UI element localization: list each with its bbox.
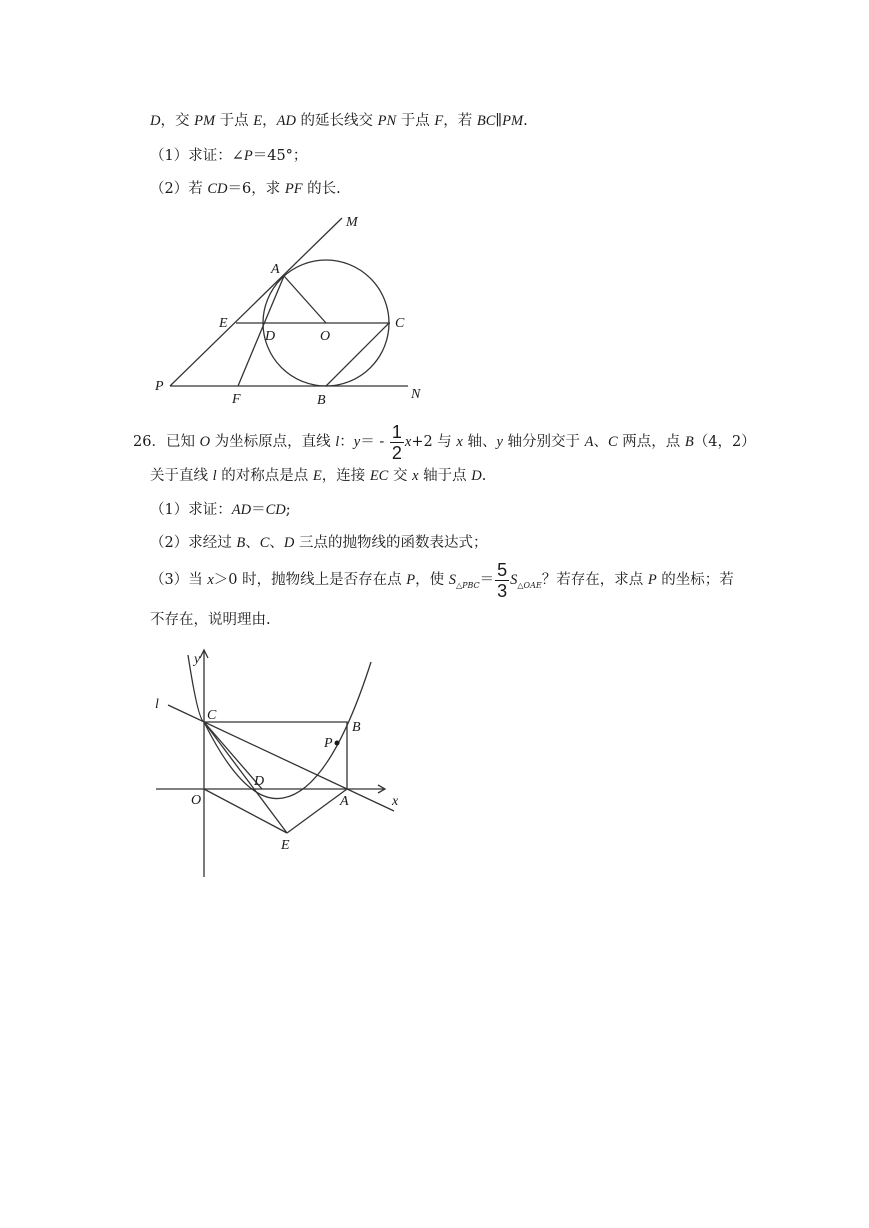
line-pm xyxy=(170,218,342,386)
label-e: E xyxy=(219,316,228,331)
label-b: B xyxy=(317,393,326,408)
q26-part2: （2）求经过 B、C、D 三点的抛物线的函数表达式； xyxy=(150,535,488,551)
q26-part3: （3）当 x＞0 时，抛物线上是否存在点 P，使 $S_{\triangle PBC}=$ $\frac{5}{3}$ $S_{\triangle OAE}$？若存在，求点 P 的坐标；若 xyxy=(150,559,734,601)
segment-af xyxy=(238,276,284,386)
label-c: C xyxy=(207,708,217,723)
circle-o xyxy=(263,260,389,386)
label-n: N xyxy=(411,387,421,402)
q25-line1: D，交 PM 于点 E，AD 的延长线交 PN 于点 F，若 BC∥PM. xyxy=(150,113,528,129)
segment-bc xyxy=(326,323,389,386)
fraction-one-half: $\frac{1}{2}$ xyxy=(391,421,402,463)
x-axis-arrow xyxy=(378,785,385,793)
label-a: A xyxy=(271,262,280,277)
label-o: O xyxy=(191,793,202,808)
q26-line-last: 不存在，说明理由. xyxy=(150,612,271,628)
label-c: C xyxy=(395,316,405,331)
line-l xyxy=(168,705,394,811)
label-m: M xyxy=(346,215,358,230)
label-x: x xyxy=(392,794,399,809)
label-p: P xyxy=(155,379,164,394)
segment-ca-diagonal xyxy=(204,722,265,789)
label-b: B xyxy=(352,720,361,735)
q26-line2: 关于直线 l 的对称点是点 E，连接 EC 交 x 轴于点 D. xyxy=(150,468,487,484)
q26-line1: 26．已知 O 为坐标原点，直线 l：y＝ - $\frac{1}{2}$ x+2 与 x 轴、y 轴分别交于 A、C 两点，点 B（4，2） xyxy=(133,421,756,463)
parabola xyxy=(188,655,371,799)
segment-oe xyxy=(204,789,287,833)
label-f: F xyxy=(232,392,241,407)
fraction-five-thirds: $\frac{5}{3}$ xyxy=(497,559,508,601)
label-a: A xyxy=(340,794,349,809)
q25-part2: （2）若 CD＝6，求 PF 的长. xyxy=(150,181,341,197)
label-p: P xyxy=(324,736,333,751)
segment-ce xyxy=(204,722,287,833)
segment-ae xyxy=(287,789,347,833)
q26-part1: （1）求证：AD＝CD; xyxy=(150,502,291,518)
label-o: O xyxy=(320,329,331,344)
label-e: E xyxy=(281,838,290,853)
label-l: l xyxy=(155,697,159,712)
label-d: D xyxy=(254,774,265,789)
rectangle-ocba xyxy=(204,722,347,789)
q25-part1: （1）求证：∠P＝45°； xyxy=(150,148,308,164)
y-axis-arrow xyxy=(200,650,208,658)
label-d: D xyxy=(265,329,276,344)
segment-ao xyxy=(284,276,326,323)
point-p-dot xyxy=(335,741,340,746)
label-y: y xyxy=(194,652,201,667)
